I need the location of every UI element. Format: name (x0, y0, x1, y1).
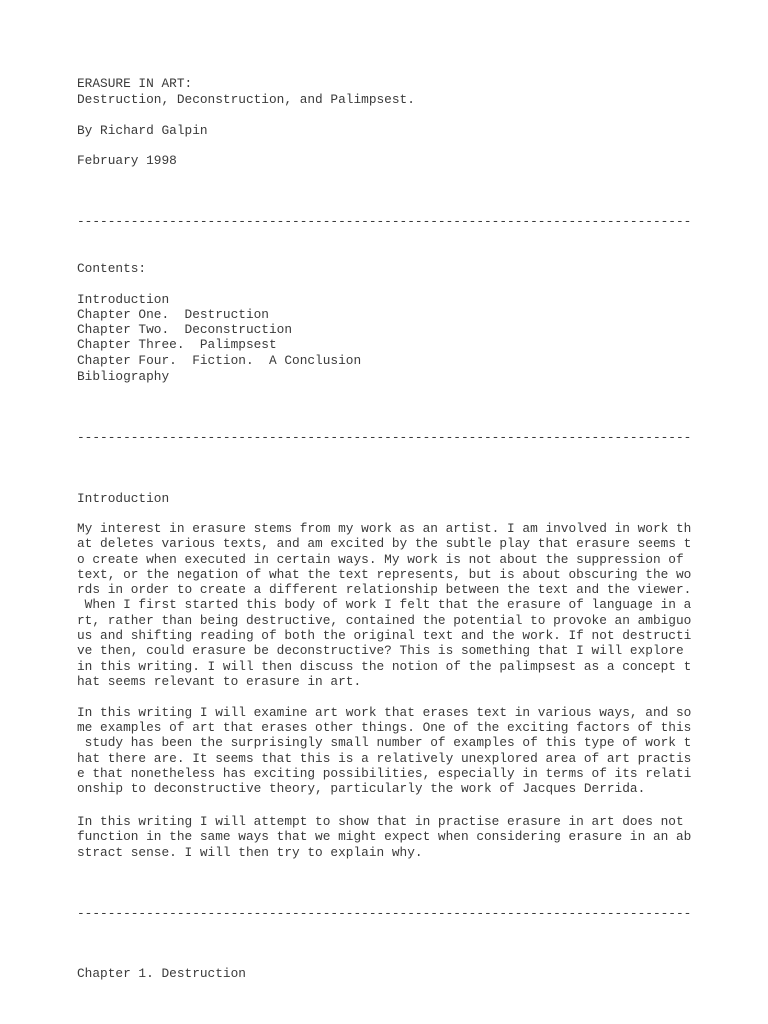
paragraph-line: me examples of art that erases other things. One of the exciting factors of this (77, 720, 692, 735)
paragraph-line: When I first started this body of work I felt that the erasure of language in a (77, 597, 692, 612)
document-subtitle: Destruction, Deconstruction, and Palimpsest. (77, 92, 415, 107)
separator-rule: -------------------------------------------------------------------------------- (77, 906, 692, 921)
paragraph-line: hat there are. It seems that this is a relatively unexplored area of art practis (77, 751, 692, 766)
contents-heading: Contents: (77, 261, 147, 276)
paragraph-line: rds in order to create a different relationship between the text and the viewer. (77, 582, 692, 597)
paragraph-line: o create when executed in certain ways. My work is not about the suppression of (77, 552, 684, 567)
paragraph-line: ve then, could erasure be deconstructive? This is something that I will explore (77, 643, 684, 658)
separator-rule: -------------------------------------------------------------------------------- (77, 214, 692, 229)
paragraph-line: In this writing I will examine art work that erases text in various ways, and so (77, 705, 692, 720)
contents-item[interactable]: Chapter Four. Fiction. A Conclusion (77, 353, 362, 368)
contents-item[interactable]: Chapter Two. Deconstruction (77, 322, 293, 337)
paragraph-line: at deletes various texts, and am excited by the subtle play that erasure seems t (77, 536, 692, 551)
contents-item[interactable]: Chapter One. Destruction (77, 307, 269, 322)
contents-item[interactable]: Chapter Three. Palimpsest (77, 337, 277, 352)
paragraph-line: onship to deconstructive theory, particularly the work of Jacques Derrida. (77, 781, 646, 796)
paragraph-line: My interest in erasure stems from my work as an artist. I am involved in work th (77, 521, 692, 536)
paragraph-line: rt, rather than being destructive, contained the potential to provoke an ambiguo (77, 613, 692, 628)
section-heading-chapter-1: Chapter 1. Destruction (77, 966, 246, 981)
document-title: ERASURE IN ART: (77, 76, 193, 91)
paragraph-line: In this writing I will attempt to show that in practise erasure in art does not (77, 814, 684, 829)
paragraph-line: hat seems relevant to erasure in art. (77, 674, 362, 689)
paragraph-line: function in the same ways that we might expect when considering erasure in an ab (77, 829, 692, 844)
separator-rule: -------------------------------------------------------------------------------- (77, 430, 692, 445)
paragraph-line: us and shifting reading of both the original text and the work. If not destructi (77, 628, 692, 643)
paragraph-line: study has been the surprisingly small number of examples of this type of work t (77, 735, 692, 750)
paragraph-line: text, or the negation of what the text represents, but is about obscuring the wo (77, 567, 692, 582)
paragraph-line: in this writing. I will then discuss the notion of the palimpsest as a concept t (77, 659, 692, 674)
author-line: By Richard Galpin (77, 123, 208, 138)
contents-item[interactable]: Introduction (77, 292, 170, 307)
paragraph-line: e that nonetheless has exciting possibilities, especially in terms of its relati (77, 766, 692, 781)
contents-item[interactable]: Bibliography (77, 369, 170, 384)
section-heading-introduction: Introduction (77, 491, 170, 506)
date-line: February 1998 (77, 153, 177, 168)
paragraph-line: stract sense. I will then try to explain why. (77, 845, 423, 860)
